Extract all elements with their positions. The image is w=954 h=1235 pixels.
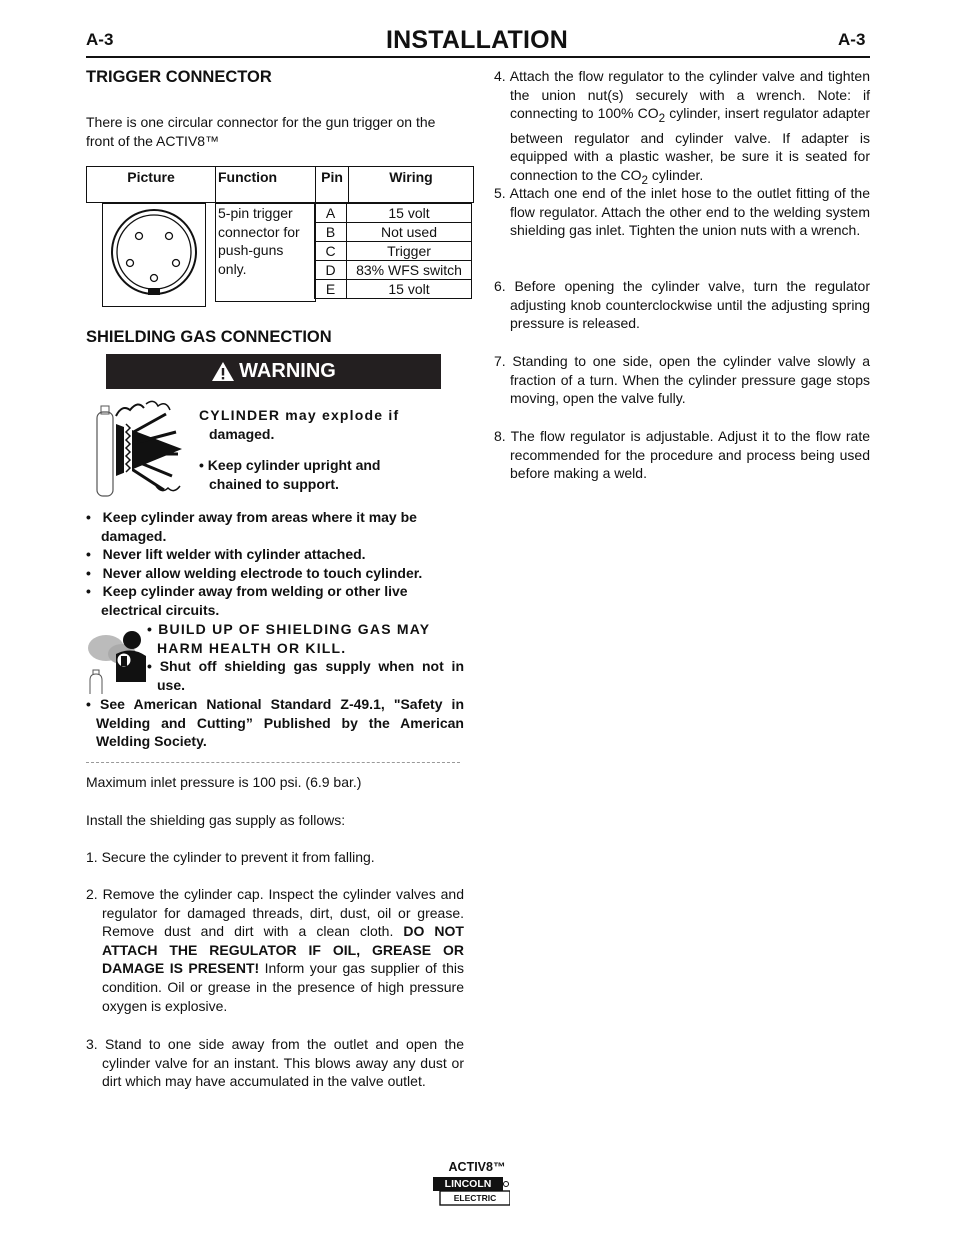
install-step-8: 8. The flow regulator is adjustable. Adjust it to the flow rate recommended for the procedure and process being used before making a weld.: [494, 428, 870, 482]
function-line: push-guns: [218, 242, 284, 259]
install-step-4: 4. Attach the flow regulator to the cylinder valve and tighten the union nut(s) securely with a wrench. Note: if connecting to 100% $CO_2$ cylinder, insert regulator adapter between regulator and cylinder valve. If adapter is equipped with a plastic washer, be sure it is seated for connection to the $CO_2$ cylinder.: [494, 68, 870, 187]
table-row: [315, 223, 472, 242]
pin-cell: B: [315, 223, 347, 242]
function-line: 5-pin trigger: [218, 205, 293, 221]
table-row: [315, 204, 472, 223]
cylinder-keep-line: chained to support.: [209, 476, 339, 493]
table-row: [315, 261, 472, 280]
table-row: [315, 280, 472, 299]
install-step-3: 3. Stand to one side away from the outlet and open the cylinder valve for an instant. This blows away any dust or dirt which may have accumulated in the valve outlet.: [86, 1036, 464, 1090]
trigger-intro: There is one circular connector for the gun trigger on the front of the ACTIV8™: [86, 114, 436, 149]
page-title: INSTALLATION: [385, 26, 568, 54]
warning-label: WARNING: [239, 360, 336, 382]
warning-triangle-icon: [211, 361, 235, 382]
cylinder-warning-line: CYLINDER may explode if: [199, 407, 400, 423]
pin-cell: C: [315, 242, 347, 261]
install-step-2: 2. Remove the cylinder cap. Inspect the cylinder valves and regulator for damaged threads, dirt, dust, oil or grease. Remove dust and dirt with a clean cloth. DO NOT ATTACH THE REGULATOR IF OIL, GREASE OR DAMAGE IS PRESENT! Inform your gas supplier of this condition. Oil or grease in the presence of high pressure oxygen is explosive.: [86, 886, 465, 1014]
install-step-7: 7. Standing to one side, open the cylinder valve slowly a fraction of a turn. When the cylinder pressure gage stops moving, open the valve fully.: [494, 353, 870, 407]
gas-bullet-list: [147, 620, 464, 694]
list-item: • Never allow welding electrode to touch cylinder.: [86, 564, 423, 581]
footer-model: ACTIV8™: [448, 1160, 506, 1174]
logo-bottom-text: ELECTRIC: [453, 1193, 497, 1203]
table-header-pin: Pin: [316, 167, 349, 203]
pin-cell: A: [315, 204, 347, 223]
pin-cell: E: [315, 280, 347, 299]
install-intro-text: Install the shielding gas supply as follows:: [86, 812, 346, 828]
page-number-right: A-3: [838, 30, 866, 49]
max-pressure-text: Maximum inlet pressure is 100 psi. (6.9 bar.): [86, 774, 362, 790]
gas-hazard-icon: [86, 628, 148, 694]
trigger-heading: TRIGGER CONNECTOR: [86, 68, 272, 86]
wiring-cell: 15 volt: [347, 280, 472, 299]
install-step-5: 5. Attach one end of the inlet hose to the outlet fitting of the flow regulator. Attach the other end to the welding system shielding gas inlet. Tighten the union nuts with a wrench.: [494, 185, 870, 239]
function-cell: [215, 203, 316, 302]
table-header-picture: Picture: [87, 167, 216, 203]
logo-top-text: LINCOLN: [444, 1178, 492, 1190]
list-item: • Keep cylinder away from areas where it may be damaged.: [86, 509, 417, 544]
trigger-table: [86, 166, 474, 203]
cylinder-warning-text: [199, 406, 419, 495]
connector-picture: [102, 203, 206, 307]
function-line: connector for: [218, 223, 300, 240]
pin-cell: D: [315, 261, 347, 280]
wiring-cell: Trigger: [347, 242, 472, 261]
warning-banner: [106, 354, 441, 389]
standard-note: • See American National Standard Z-49.1, "Safety in Welding and Cutting” Published by the American Welding Society.: [86, 696, 464, 750]
cylinder-explosion-icon: [86, 394, 184, 498]
list-item: • Shut off shielding gas supply when not in use.: [147, 658, 464, 693]
list-item: • Keep cylinder away from welding or other live electrical circuits.: [86, 583, 408, 618]
section-divider: [86, 762, 460, 763]
wiring-cell: Not used: [347, 223, 472, 242]
lincoln-electric-logo: [432, 1176, 510, 1206]
wiring-cell: 15 volt: [347, 204, 472, 223]
cylinder-bullet-list: [86, 508, 464, 620]
cylinder-keep-line: • Keep cylinder upright and: [199, 456, 381, 473]
pin-wiring-table: [314, 203, 472, 299]
list-item: • BUILD UP OF SHIELDING GAS MAY HARM HEALTH OR KILL.: [147, 621, 430, 656]
list-item: • Never lift welder with cylinder attached.: [86, 546, 366, 563]
table-header-wiring: Wiring: [349, 167, 474, 203]
table-row: [315, 242, 472, 261]
header-rule: [86, 56, 870, 58]
cylinder-warning-line: damaged.: [209, 426, 275, 443]
function-line: only.: [218, 260, 247, 277]
install-step-6: 6. Before opening the cylinder valve, turn the regulator adjusting knob counterclockwise until the adjusting spring pressure is released.: [494, 278, 870, 332]
page-number-left: A-3: [86, 30, 114, 49]
table-header-function: Function: [216, 167, 316, 203]
wiring-cell: 83% WFS switch: [347, 261, 472, 280]
connector-icon: [103, 204, 205, 306]
gas-heading: SHIELDING GAS CONNECTION: [86, 328, 332, 346]
install-step-1: 1. Secure the cylinder to prevent it from falling.: [86, 849, 375, 865]
